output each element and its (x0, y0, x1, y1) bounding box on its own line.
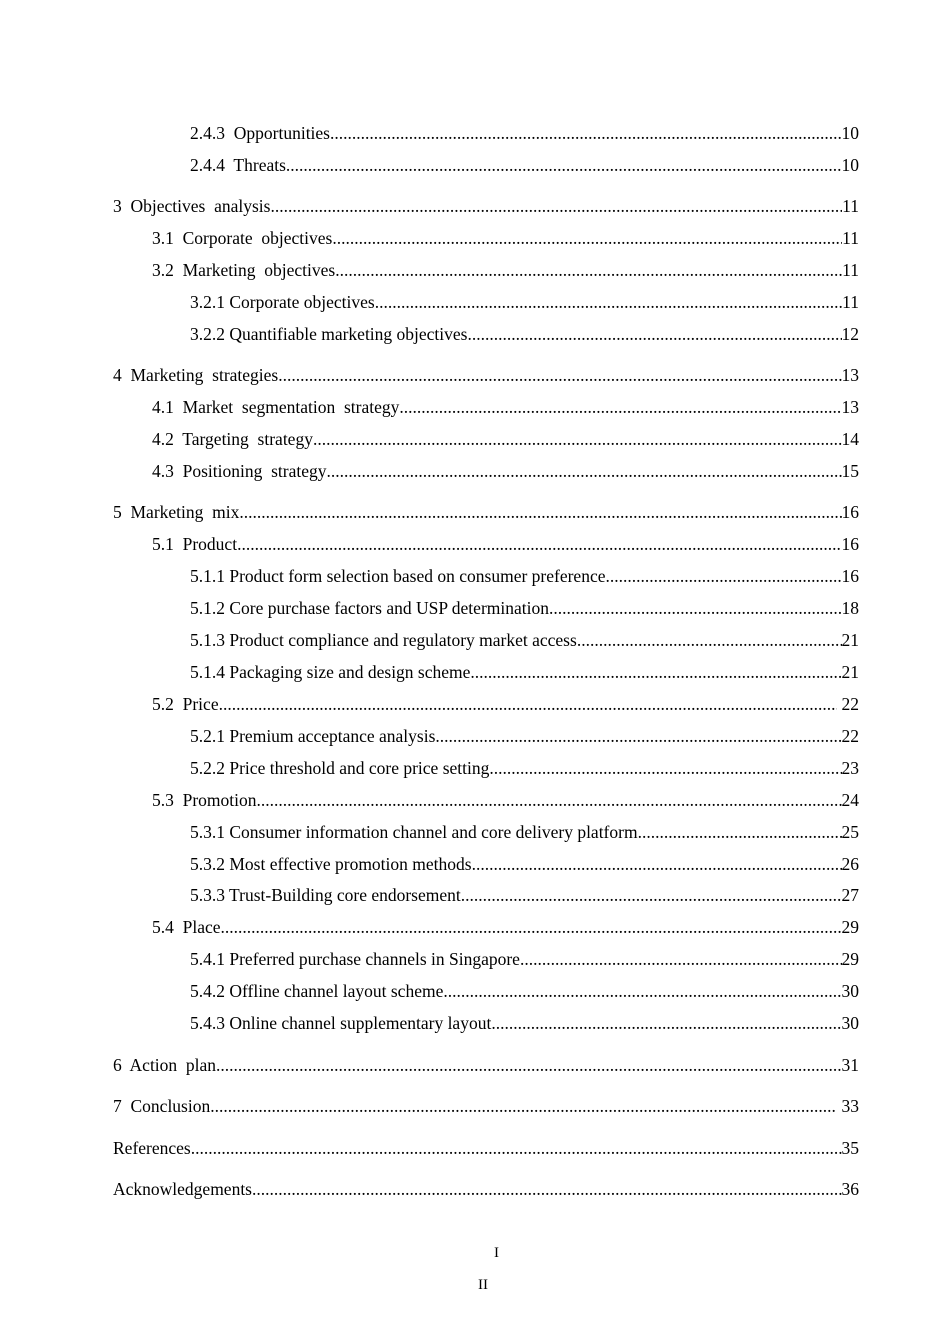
toc-entry-title: 4.3 Positioning strategy (152, 461, 327, 481)
dot-leader (549, 596, 842, 620)
toc-entry[interactable] (190, 596, 859, 620)
toc-entry[interactable] (190, 322, 859, 346)
toc-entry[interactable] (190, 660, 859, 684)
toc-entry-page: 21 (841, 630, 859, 650)
toc-row (0, 979, 950, 1003)
toc-entry-page: 30 (841, 981, 859, 1001)
dot-leader (286, 153, 842, 177)
toc-entry[interactable] (152, 226, 859, 250)
toc-entry-page: 23 (841, 758, 859, 778)
dot-leader (638, 820, 842, 844)
dot-leader (335, 258, 842, 282)
toc-entry[interactable] (113, 194, 859, 218)
toc-row (0, 290, 950, 314)
dot-leader (219, 692, 838, 716)
toc-row (0, 395, 950, 419)
toc-entry[interactable] (190, 153, 859, 177)
dot-leader (278, 363, 841, 387)
toc-entry-title: 5.4.1 Preferred purchase channels in Singapore (190, 949, 520, 969)
toc-entry-page: 33 (837, 1096, 859, 1116)
toc-entry-title: 5.1.4 Packaging size and design scheme (190, 662, 471, 682)
toc-entry-page: 16 (841, 534, 859, 554)
toc-entry-page: 21 (841, 662, 859, 682)
toc-entry-page: 22 (841, 726, 859, 746)
toc-entry[interactable] (190, 979, 859, 1003)
toc-entry-title: 2.4.3 Opportunities (190, 123, 330, 143)
dot-leader (375, 290, 842, 314)
toc-entry[interactable] (113, 1094, 859, 1118)
dot-leader (443, 979, 841, 1003)
toc-row (0, 363, 950, 387)
toc-entry-page: 29 (841, 917, 859, 937)
toc-entry-title: 5.2.2 Price threshold and core price setting (190, 758, 490, 778)
toc-entry-title: 7 Conclusion (113, 1096, 211, 1116)
toc-entry-title: 3 Objectives analysis (113, 196, 271, 216)
toc-entry[interactable] (190, 724, 859, 748)
toc-row (0, 322, 950, 346)
toc-entry-page: 22 (837, 694, 859, 714)
toc-entry[interactable] (190, 947, 859, 971)
toc-row (0, 692, 950, 716)
toc-entry[interactable] (113, 363, 859, 387)
toc-entry-page: 36 (841, 1179, 859, 1199)
toc-row (0, 1094, 950, 1118)
dot-leader (491, 1011, 841, 1035)
toc-row (0, 153, 950, 177)
toc-entry-title: 5.1.1 Product form selection based on consumer preference (190, 566, 606, 586)
toc-entry-page: 29 (841, 949, 859, 969)
dot-leader (252, 1177, 842, 1201)
toc-row (0, 532, 950, 556)
toc-entry-title: 2.4.4 Threats (190, 155, 286, 175)
dot-leader (239, 500, 841, 524)
toc-entry-title: 3.1 Corporate objectives (152, 228, 333, 248)
dot-leader (332, 226, 842, 250)
toc-entry-page: 11 (842, 196, 859, 216)
dot-leader (221, 915, 842, 939)
page-number-roman-1: I (494, 1245, 499, 1261)
toc-row (0, 788, 950, 812)
toc-entry-title: 5.1 Product (152, 534, 238, 554)
toc-entry[interactable] (190, 883, 859, 907)
toc-row (0, 596, 950, 620)
dot-leader (472, 852, 842, 876)
toc-entry[interactable] (152, 692, 859, 716)
toc-entry-page: 30 (841, 1013, 859, 1033)
toc-entry-page: 10 (841, 155, 859, 175)
toc-entry-title: 4 Marketing strategies (113, 365, 279, 385)
dot-leader (330, 121, 842, 145)
toc-row (0, 1053, 950, 1077)
toc-entry-title: 5.4.2 Offline channel layout scheme (190, 981, 444, 1001)
toc-row (0, 564, 950, 588)
toc-entry-page: 18 (841, 598, 859, 618)
toc-entry-title: 6 Action plan (113, 1055, 217, 1075)
toc-entry-title: 5.1.2 Core purchase factors and USP determination (190, 598, 549, 618)
toc-row (0, 852, 950, 876)
dot-leader (313, 427, 842, 451)
toc-entry-page: 11 (842, 260, 859, 280)
toc-entry[interactable] (152, 395, 859, 419)
dot-leader (191, 1136, 842, 1160)
toc-row (0, 1136, 950, 1160)
toc-row (0, 121, 950, 145)
toc-row (0, 820, 950, 844)
toc-entry-title: 3.2.2 Quantifiable marketing objectives (190, 324, 468, 344)
toc-row (0, 258, 950, 282)
toc-entry[interactable] (190, 290, 859, 314)
toc-entry-title: 4.1 Market segmentation strategy (152, 397, 400, 417)
toc-entry-page: 15 (841, 461, 859, 481)
toc-entry-page: 35 (841, 1138, 859, 1158)
toc-entry[interactable] (152, 427, 859, 451)
toc-entry-title: 5.2.1 Premium acceptance analysis (190, 726, 436, 746)
toc-entry-page: 13 (841, 365, 859, 385)
toc-row (0, 226, 950, 250)
toc-entry-page: 31 (841, 1055, 859, 1075)
toc-entry-title: 5.3 Promotion (152, 790, 257, 810)
toc-entry-title: 5.3.3 Trust-Building core endorsement (190, 885, 461, 905)
toc-entry[interactable] (113, 500, 859, 524)
toc-entry[interactable] (190, 564, 859, 588)
toc-row (0, 459, 950, 483)
toc-row (0, 883, 950, 907)
dot-leader (520, 947, 842, 971)
dot-leader (399, 395, 841, 419)
toc-entry-title: 5.1.3 Product compliance and regulatory market access (190, 630, 577, 650)
dot-leader (327, 459, 842, 483)
toc-row (0, 660, 950, 684)
dot-leader (270, 194, 842, 218)
toc-entry[interactable] (113, 1136, 859, 1160)
toc-row (0, 756, 950, 780)
toc-row (0, 194, 950, 218)
toc-entry-title: 5.3.2 Most effective promotion methods (190, 854, 472, 874)
toc-entry-title: 5 Marketing mix (113, 502, 240, 522)
toc-entry[interactable] (152, 459, 859, 483)
page-number-roman-2: II (478, 1277, 488, 1293)
dot-leader (216, 1053, 841, 1077)
toc-entry-page: 26 (841, 854, 859, 874)
toc-entry[interactable] (190, 852, 859, 876)
dot-leader (605, 564, 841, 588)
toc-entry-title: 4.2 Targeting strategy (152, 429, 313, 449)
toc-entry-title: 5.4 Place (152, 917, 221, 937)
toc-entry[interactable] (152, 532, 859, 556)
toc-entry[interactable] (190, 1011, 859, 1035)
toc-entry-page: 12 (841, 324, 859, 344)
toc-entry-title: 5.2 Price (152, 694, 219, 714)
toc-entry-page: 13 (841, 397, 859, 417)
toc-entry[interactable] (190, 121, 859, 145)
toc-row (0, 947, 950, 971)
dot-leader (470, 660, 841, 684)
toc-entry[interactable] (113, 1053, 859, 1077)
toc-entry-page: 14 (841, 429, 859, 449)
toc-entry-page: 16 (841, 502, 859, 522)
dot-leader (489, 756, 841, 780)
toc-entry-title: 5.4.3 Online channel supplementary layout (190, 1013, 492, 1033)
dot-leader (237, 532, 841, 556)
toc-entry[interactable] (190, 628, 859, 652)
dot-leader (461, 883, 842, 907)
toc-entry-page: 16 (841, 566, 859, 586)
toc-entry[interactable] (152, 915, 859, 939)
dot-leader (435, 724, 841, 748)
dot-leader (468, 322, 842, 346)
toc-entry-page: 10 (841, 123, 859, 143)
toc-row (0, 1011, 950, 1035)
toc-entry[interactable] (113, 1177, 859, 1201)
toc-entry-title: References (113, 1138, 191, 1158)
toc-entry-title: 3.2.1 Corporate objectives (190, 292, 375, 312)
toc-row (0, 628, 950, 652)
toc-row (0, 427, 950, 451)
dot-leader (210, 1094, 837, 1118)
dot-leader (257, 788, 842, 812)
toc-entry-page: 11 (842, 228, 859, 248)
toc-entry[interactable] (152, 788, 859, 812)
toc-entry-title: 5.3.1 Consumer information channel and core delivery platform (190, 822, 638, 842)
toc-entry-page: 24 (841, 790, 859, 810)
toc-entry-page: 25 (841, 822, 859, 842)
toc-row (0, 724, 950, 748)
dot-leader (577, 628, 842, 652)
toc-entry[interactable] (190, 820, 859, 844)
toc-entry-page: 11 (842, 292, 859, 312)
toc-entry-title: 3.2 Marketing objectives (152, 260, 336, 280)
toc-row (0, 1177, 950, 1201)
toc-entry[interactable] (190, 756, 859, 780)
toc-entry[interactable] (152, 258, 859, 282)
toc-row (0, 915, 950, 939)
toc-row (0, 500, 950, 524)
toc-entry-page: 27 (841, 885, 859, 905)
toc-entry-title: Acknowledgements (113, 1179, 252, 1199)
